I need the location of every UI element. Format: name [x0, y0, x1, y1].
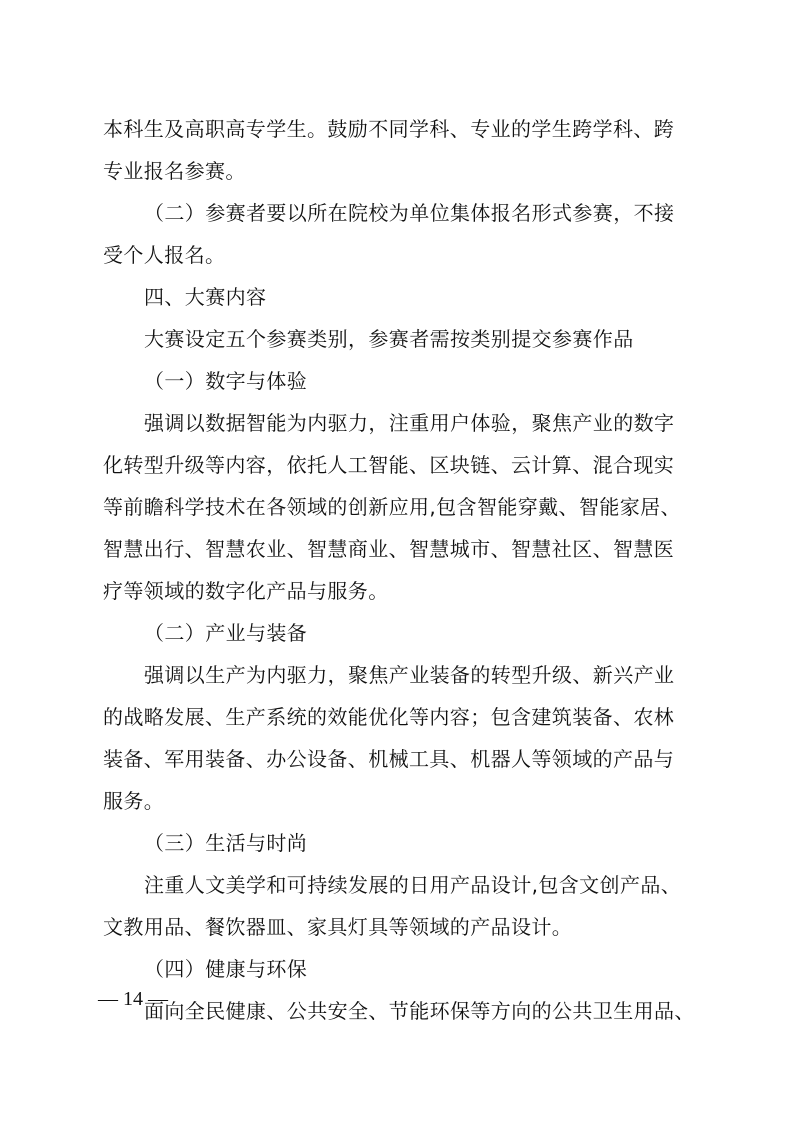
paragraph-line: 强调以数据智能为内驱力，注重用户体验，聚焦产业的数字	[144, 411, 675, 435]
paragraph-line: 专业报名参赛。	[103, 159, 246, 183]
subsection-heading: （二）产业与装备	[144, 621, 308, 645]
paragraph-line: 注重人文美学和可持续发展的日用产品设计,包含文创产品、	[144, 873, 682, 897]
page-number: — 14 —	[98, 988, 168, 1010]
paragraph-line: 等前瞻科学技术在各领域的创新应用,包含智能穿戴、智能家居、	[103, 495, 681, 519]
paragraph-line: 疗等领域的数字化产品与服务。	[103, 579, 389, 603]
paragraph-line: 化转型升级等内容，依托人工智能、区块链、云计算、混合现实	[103, 453, 675, 477]
section-heading: 四、大赛内容	[144, 285, 267, 309]
paragraph-line: 装备、军用装备、办公设备、机械工具、机器人等领域的产品与	[103, 747, 675, 771]
paragraph-line: 的战略发展、生产系统的效能优化等内容；包含建筑装备、农林	[103, 705, 675, 729]
paragraph-line: 受个人报名。	[103, 243, 226, 267]
subsection-heading: （一）数字与体验	[144, 369, 308, 393]
paragraph-line: 服务。	[103, 789, 165, 813]
paragraph-line: 文教用品、餐饮器皿、家具灯具等领域的产品设计。	[103, 915, 573, 939]
paragraph-line: 面向全民健康、公共安全、节能环保等方向的公共卫生用品、	[144, 999, 695, 1023]
paragraph-line: 本科生及高职高专学生。鼓励不同学科、专业的学生跨学科、跨	[103, 117, 675, 141]
subsection-heading: （四）健康与环保	[144, 957, 308, 981]
paragraph-line: （二）参赛者要以所在院校为单位集体报名形式参赛，不接	[144, 201, 675, 225]
paragraph-line: 强调以生产为内驱力，聚焦产业装备的转型升级、新兴产业	[144, 663, 675, 687]
paragraph-line: 大赛设定五个参赛类别，参赛者需按类别提交参赛作品	[144, 327, 634, 351]
subsection-heading: （三）生活与时尚	[144, 831, 308, 855]
paragraph-line: 智慧出行、智慧农业、智慧商业、智慧城市、智慧社区、智慧医	[103, 537, 675, 561]
